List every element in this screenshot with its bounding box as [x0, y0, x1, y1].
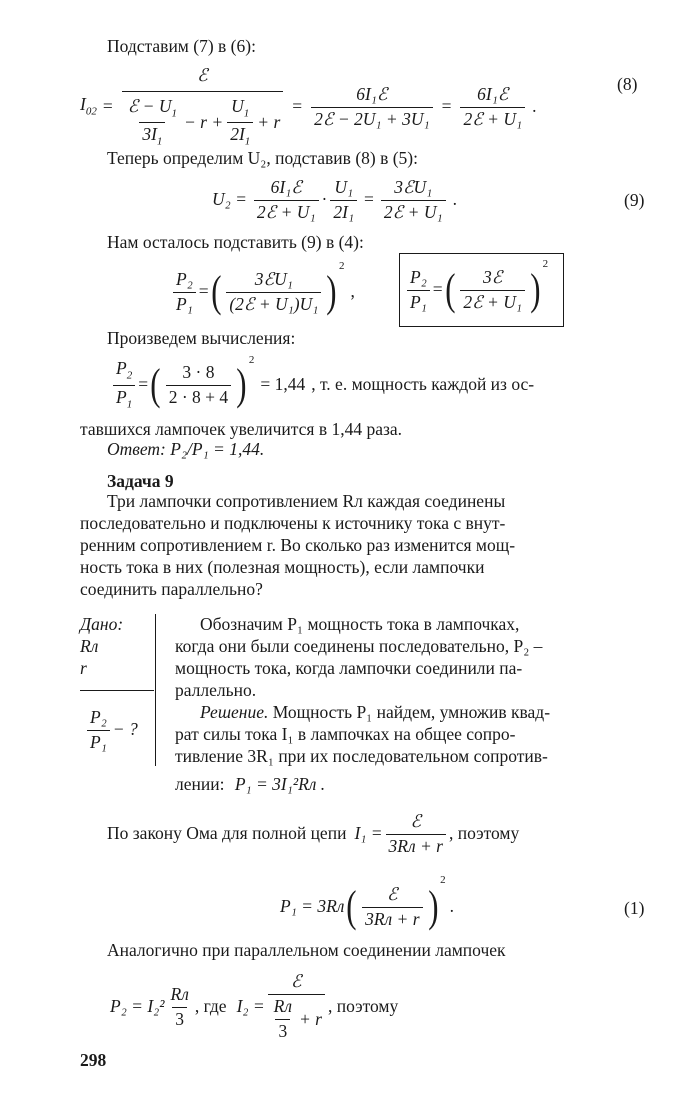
given-item-1: r [80, 658, 87, 678]
given-divider [80, 690, 154, 691]
eq8-frac3: $\frac{\text{6I₁ℰ}}{\text{2ℰ + U₁}}$ [460, 84, 525, 131]
equation-1: P₁ = 3Rл ( $\frac{\text{ℰ}}{3Rл + r}$ ) 2 . [280, 874, 455, 931]
given-vertical-line [155, 614, 156, 766]
solution-line-5: рат силы тока I₁ в лампочках на общее сопро- [175, 724, 516, 744]
boxed-equation: $\frac{\text{P₂}}{\text{P₁}}$ = ( $\frac{\text{3ℰ}}{\text{2ℰ + U₁}}$ ) 2 [404, 256, 548, 324]
eq8-lhs: $I_{02}$ [80, 94, 97, 118]
solution-line-7: лении: P₁ = 3I₁²Rл . [175, 774, 326, 794]
task-text-0: Три лампочки сопротивлением Rл каждая соединены [107, 491, 506, 511]
page-number: 298 [80, 1050, 107, 1070]
calc-equation: $\frac{P_2}{P_1}$ = ( $\frac{3 \cdot 8}{2 \cdot 8 + 4}$ ) 2 = 1,44 , т. е. мощность каждой из ос- [110, 352, 534, 418]
given-label: Дано: [80, 614, 124, 634]
solution-line-4: Решение. Мощность P₁ найдем, умножив квад- [200, 702, 551, 722]
solution-line-2: мощность тока, когда лампочки соединили па- [175, 658, 523, 678]
given-find: $\frac{\text{P₂}}{\text{P₁}}$ − ? [84, 706, 138, 754]
task-text-2: ренним сопротивлением r. Во сколько раз изменится мощ- [80, 535, 516, 555]
eq8-frac1: ℰ $\frac{ℰ - U_1}{3I_1}$ − r + $\frac{U_1}{2I_1}$ + r [122, 65, 284, 149]
ohm-law: По закону Ома для полной цепи I₁ = $\frac{\text{ℰ}}{3Rл + r}$ , поэтому [107, 810, 520, 856]
p2-equation: P₂ = I₂² $\frac{Rл}{3}$ , где I₂ = ℰ $\frac{Rл}{3}$ + r , поэтому [110, 971, 399, 1041]
sub-intro: Нам осталось подставить (9) в (4): [107, 232, 364, 252]
parallel-intro: Аналогично при параллельном соединении лампочек [107, 940, 506, 960]
calc-intro: Произведем вычисления: [107, 328, 296, 348]
eq1-label: (1) [624, 898, 645, 918]
task-text-4: соединить параллельно? [80, 579, 263, 599]
eq8-frac2: $\frac{\text{6I₁ℰ}}{\text{2ℰ − 2U₁ + 3U₁}}$ [311, 84, 432, 131]
solution-line-1: когда они были соединены последовательно, P₂ – [175, 636, 543, 656]
equation-8: $I_{02}$ = ℰ $\frac{ℰ - U_1}{3I_1}$ − r + $\frac{U_1}{2I_1}$ + r = $\frac{\text{6I₁ℰ}}{\text{2ℰ − 2U₁ + 3U₁}}$ = $\frac{\text{6I₁ℰ}}{\text{2ℰ + U₁}}$ . [80, 64, 537, 148]
answer: Ответ: P₂/P₁ = 1,44. [107, 439, 265, 459]
calc-tail2: тавшихся лампочек увеличится в 1,44 раза. [80, 419, 403, 439]
task-text-3: ность тока в них (полезная мощность), если лампочки [80, 557, 485, 577]
solution-line-3: раллельно. [175, 680, 257, 700]
task-title: Задача 9 [107, 471, 174, 491]
eq8-label: (8) [617, 74, 638, 94]
u2-intro: Теперь определим U₂, подставив (8) в (5): [107, 148, 419, 168]
ratio-equation: $\frac{\text{P₂}}{\text{P₁}}$ = ( $\frac{\text{3ℰU₁}}{\text{(2ℰ + U₁)U₁}}$ ) 2 , [170, 256, 355, 328]
eq9-label: (9) [624, 190, 645, 210]
equation-9: U₂ = $\frac{\text{6I₁ℰ}}{\text{2ℰ + U₁}}$ · $\frac{\text{U₁}}{\text{2I₁}}$ = $\frac{\text{3ℰU₁}}{\text{2ℰ + U₁}}$ . [212, 176, 457, 222]
solution-line-0: Обозначим P₁ мощность тока в лампочках, [200, 614, 520, 634]
solution-line-6: тивление 3R₁ при их последовательном сопротив- [175, 746, 548, 766]
intro-line: Подставим (7) в (6): [107, 36, 256, 56]
task-text-1: последовательно и подключены к источнику тока с внут- [80, 513, 506, 533]
given-item-0: Rл [80, 636, 99, 656]
